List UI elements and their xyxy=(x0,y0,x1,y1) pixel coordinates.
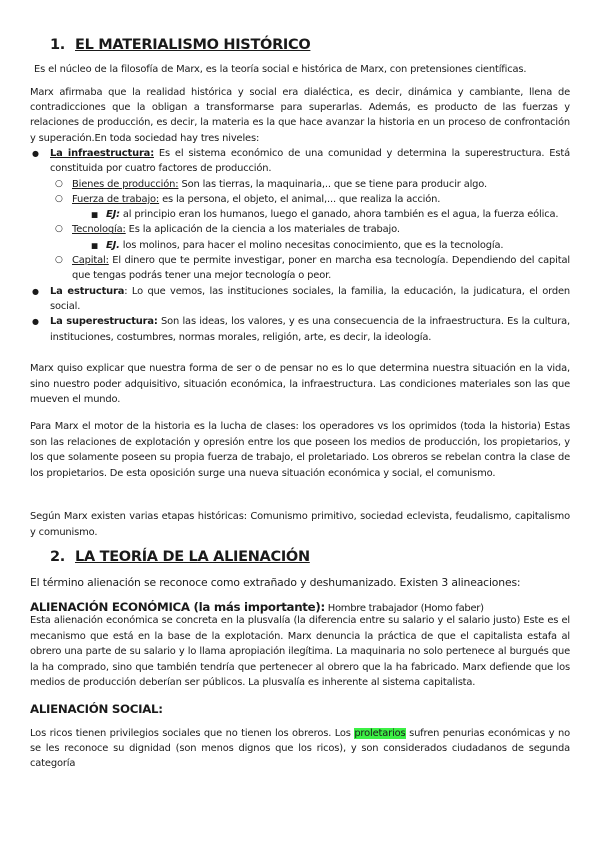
ej2-text: los molinos, para hacer el molino necesitas conocimiento, que es la tecnología. xyxy=(119,239,504,251)
factor-capital xyxy=(50,253,570,284)
bienes-label: Bienes de producción: xyxy=(72,178,179,190)
social-text-b: sufren penurias económicas y no se les reconoce su dignidad (son menos dignos que los ricos), y son considerados ciudadanos de segunda categoría xyxy=(30,728,571,770)
factors-list xyxy=(50,177,570,284)
social-heading: ALIENACIÓN SOCIAL: xyxy=(30,702,163,716)
capital-label: Capital: xyxy=(72,255,109,267)
section1-number: 1. xyxy=(50,37,65,53)
tecno-label: Tecnología: xyxy=(72,224,126,236)
tecno-example-list xyxy=(72,238,570,253)
ej2-label: EJ. xyxy=(106,239,120,251)
social-text-a: Los ricos tienen privilegios sociales que no tienen los obreros. Los xyxy=(30,728,355,739)
infra-label: La infraestructura: xyxy=(50,148,154,159)
capital-text: El dinero que te permite investigar, poner en marcha esa tecnología. Dependiendo del capital que tengas podrás tener una mejor tecnología o peor. xyxy=(72,255,570,282)
section2-intro: El término alienación se reconoce como extrañado y deshumanizado. Existen 3 alineaciones: xyxy=(30,576,521,589)
section1-title: EL MATERIALISMO HISTÓRICO xyxy=(75,37,311,53)
ej1-text: al principio eran los humanos, luego el ganado, ahora también es el agua, la fuerza eólica. xyxy=(119,209,559,221)
tecno-text: Es la aplicación de la ciencia a los materiales de trabajo. xyxy=(125,224,400,236)
factor-bienes xyxy=(50,177,570,192)
infra-text: Es el sistema económico de una comunidad y determina la superestructura. Está constituida por cuatro factores de producción. xyxy=(50,148,570,175)
fuerza-label: Fuerza de trabajo: xyxy=(72,193,160,205)
super-text: Son las ideas, los valores, y es una consecuencia de la infraestructura. Es la cultura, instituciones, costumbres, normas morales, religión, arte, es decir, la ideología. xyxy=(50,316,570,343)
super-label: La superestructura: xyxy=(50,316,158,328)
estructura-label: La estructura xyxy=(50,285,125,297)
tecno-example xyxy=(72,238,570,253)
fuerza-example-list xyxy=(72,207,570,222)
section1-intro: Es el núcleo de la filosofía de Marx, es la teoría social e histórica de Marx, con pretensiones científicas. xyxy=(34,64,527,75)
econ-heading-bold: ALIENACIÓN ECONÓMICA (la más importante): xyxy=(30,600,325,614)
econ-text: Esta alienación económica se concreta en la plusvalía (la diferencia entre su salario y el salario justo) Este es el mecanismo que está en la base de la explotación. Marx denuncia la práctica de que el capitalista estafa al obrero una parte de su salario y lo llama apropiación ilegítima. La maquinaria no solo pertenece al burgués que la ha comprado, sino que también tendría que pertenecer al obrero que la ha fabricado. Marx defiende que los medios de producción deberían ser públicos. La plusvalía es inherente al sistema capitalista. xyxy=(30,615,570,689)
bienes-text: Son las tierras, la maquinaria,.. que se tiene para producir algo. xyxy=(178,178,488,190)
level-estructura xyxy=(30,284,570,315)
ej1-label: EJ: xyxy=(106,209,120,221)
section1-para2: Marx quiso explicar que nuestra forma de ser o de pensar no es lo que determina nuestra situación en la vida, sino nuestro poder adquisitivo, situación económica, la infraestructura. Las condiciones materiales son las que mueven el mundo. xyxy=(30,363,570,406)
level-infraestructura xyxy=(30,146,570,284)
section2-heading xyxy=(50,549,310,565)
section2-number: 2. xyxy=(50,549,65,565)
factor-fuerza xyxy=(50,192,570,223)
section1-para3: Para Marx el motor de la historia es la lucha de clases: los operadores vs los oprimidos (toda la historia) Estas son las relaciones de explotación y opresión entre los que poseen los medios de producción, los propietarios, y los que solamente poseen su propia fuerza de trabajo, el proletariado. Los obreros se rebelan contra la clase de los propietarios. De esta oposición surge una nueva situación económica y social, el comunismo. xyxy=(30,421,570,479)
section2-title: LA TEORÍA DE LA ALIENACIÓN xyxy=(75,549,310,565)
proletarios-highlight: proletarios xyxy=(354,728,406,739)
fuerza-text: es la persona, el objeto, el animal,... que realiza la acción. xyxy=(159,193,441,205)
section1-heading xyxy=(50,37,310,53)
factor-tecnologia xyxy=(50,222,570,253)
econ-heading xyxy=(30,600,484,614)
social-text xyxy=(30,726,570,772)
fuerza-example xyxy=(72,207,570,222)
section1-para1: Marx afirmaba que la realidad histórica y social era dialéctica, es decir, dinámica y cambiante, llena de contradicciones que la obligan a transformarse para superarlas. Además, es producto de las fuerzas y relaciones de producción, es decir, la materia es la que hace avanzar la historia en un proceso de confrontación y superación.En toda sociedad hay tres niveles: xyxy=(30,87,570,144)
level-superestructura xyxy=(30,314,570,345)
econ-heading-rest: Hombre trabajador (Homo faber) xyxy=(324,603,484,614)
section1-para4: Según Marx existen varias etapas históricas: Comunismo primitivo, sociedad eclevista, feudalismo, capitalismo y comunismo. xyxy=(30,511,570,538)
estructura-text: : Lo que vemos, las instituciones sociales, la familia, la educación, la judicatura, el orden social. xyxy=(50,285,571,312)
levels-list xyxy=(30,146,570,345)
